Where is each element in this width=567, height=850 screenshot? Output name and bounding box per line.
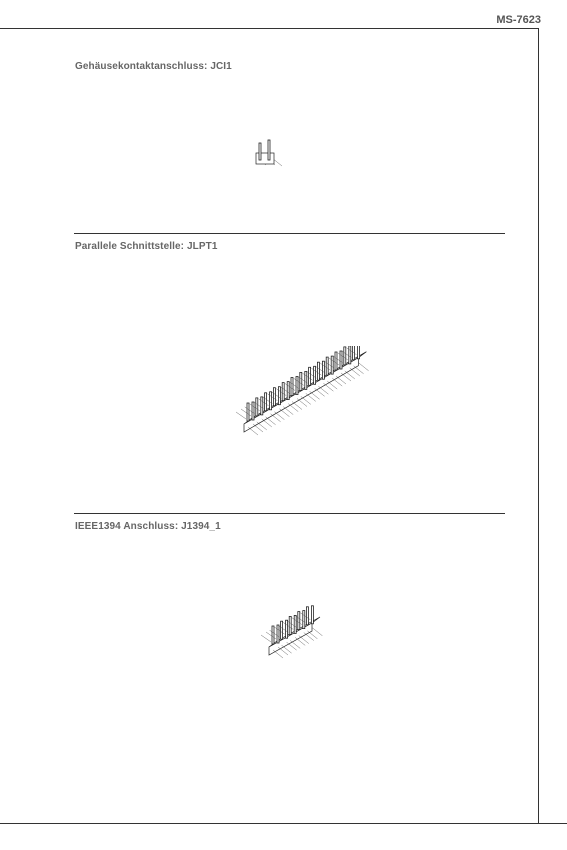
header-pin	[289, 616, 291, 634]
section-rule-j1394	[74, 513, 505, 514]
pin-lead	[273, 650, 283, 658]
header-pin	[291, 378, 293, 396]
header-pin	[287, 382, 289, 400]
pin-lead	[292, 402, 302, 410]
pin-lead	[306, 393, 316, 401]
pin-lead	[292, 618, 302, 625]
header-pin	[326, 357, 328, 375]
header-pin	[247, 403, 249, 421]
pin-lead	[266, 632, 276, 639]
pin-lead	[266, 417, 276, 425]
header-pin	[281, 621, 283, 639]
pin-lead	[332, 378, 342, 386]
header-pin	[306, 607, 308, 625]
pin-lead	[345, 371, 355, 379]
header-pin	[270, 392, 272, 410]
pin-lead	[274, 412, 284, 420]
pin-lead	[290, 640, 300, 648]
header-pin	[282, 383, 284, 401]
pin-lead	[300, 613, 310, 620]
pin-lead	[282, 645, 292, 653]
pin-lead	[354, 366, 364, 374]
section-title-jci1: Gehäusekontaktanschluss: JCI1	[75, 61, 232, 72]
header-pin	[344, 347, 346, 365]
header-pin	[265, 393, 267, 411]
pin-lead	[359, 363, 369, 371]
pin-lead	[287, 642, 297, 650]
header-pin	[314, 366, 316, 384]
header-pin	[303, 611, 305, 629]
header-pin	[322, 361, 324, 379]
header-pin	[349, 346, 351, 364]
pin-lead	[271, 414, 281, 422]
header-rule	[0, 28, 538, 29]
pin-lead	[312, 628, 322, 636]
pin-lead	[278, 647, 288, 655]
header-pin	[277, 625, 279, 643]
pin-lead	[248, 427, 258, 435]
header-pin	[252, 402, 254, 420]
header-pin	[298, 612, 300, 630]
pin-lead	[341, 373, 351, 381]
pin-lead	[310, 391, 320, 399]
header-pin	[305, 371, 307, 389]
pin-lead	[288, 404, 298, 412]
jci1-connector-diagram	[250, 138, 290, 172]
pin-lead	[283, 407, 293, 415]
header-pin	[317, 362, 319, 380]
page-edge-rule	[538, 28, 539, 824]
pin-lead	[307, 631, 317, 639]
jlpt1-connector-diagram	[222, 346, 382, 442]
header-pin	[261, 397, 263, 415]
header-pin	[358, 346, 360, 359]
header-pin	[309, 367, 311, 385]
section-title-jlpt1: Parallele Schnittstelle: JLPT1	[75, 241, 218, 252]
header-pin	[331, 356, 333, 374]
pin-lead	[279, 409, 289, 417]
pin-lead	[350, 368, 360, 376]
header-pin	[278, 387, 280, 405]
pin-lead	[236, 412, 246, 419]
footer-rule	[0, 823, 567, 824]
pin-lead	[253, 424, 263, 432]
pin-lead	[261, 635, 271, 642]
pin-lead	[336, 376, 346, 384]
pin-lead	[327, 381, 337, 389]
header-pin	[311, 606, 313, 624]
pin-lead	[347, 348, 357, 355]
pin-lead	[295, 637, 305, 645]
header-pin	[340, 351, 342, 369]
header-pin	[256, 398, 258, 416]
pin-lead	[297, 399, 307, 407]
pin-lead	[275, 627, 285, 634]
pin-lead	[315, 388, 325, 396]
header-pin	[300, 372, 302, 390]
pin-lead	[283, 622, 293, 629]
pin-lead	[262, 419, 272, 427]
header-pin	[294, 615, 296, 633]
header-pin	[335, 352, 337, 370]
header-pin	[272, 626, 274, 644]
section-title-j1394: IEEE1394 Anschluss: J1394_1	[75, 521, 221, 532]
pin-lead	[304, 633, 314, 641]
pin-lead	[318, 386, 328, 394]
model-number: MS-7623	[496, 14, 541, 26]
header-pin	[286, 620, 288, 638]
j1394-connector-diagram	[255, 605, 335, 661]
pin-lead	[299, 636, 309, 644]
section-rule-jlpt1	[74, 233, 505, 234]
pin-lead	[257, 422, 267, 430]
pin-lead	[323, 383, 333, 391]
pin-lead	[301, 396, 311, 404]
header-pin	[296, 377, 298, 395]
header-pin	[273, 388, 275, 406]
